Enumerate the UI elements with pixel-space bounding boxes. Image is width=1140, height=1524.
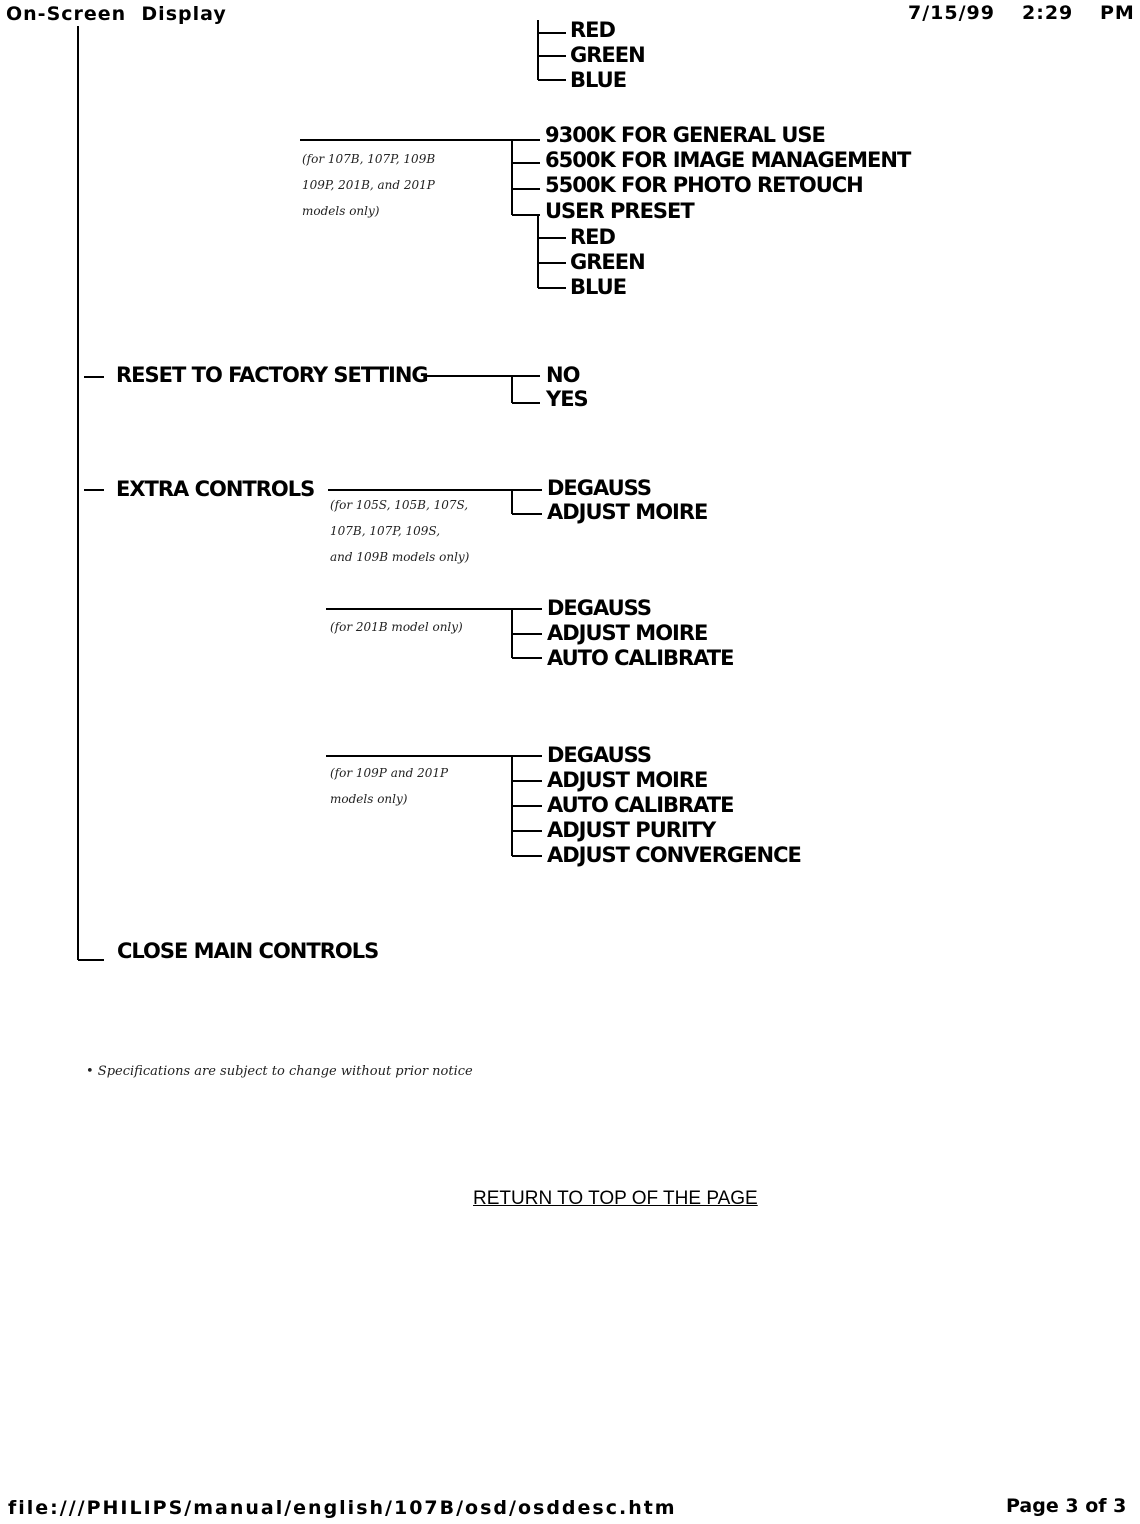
group-a-degauss: DEGAUSS — [547, 476, 651, 500]
color-temp-6500k: 6500K FOR IMAGE MANAGEMENT — [545, 148, 911, 172]
group-c-auto-calibrate: AUTO CALIBRATE — [547, 793, 734, 817]
group-b-auto-calibrate: AUTO CALIBRATE — [547, 646, 734, 670]
header-date: 7/15/99 — [908, 2, 995, 24]
rgb-red-top: RED — [570, 18, 615, 42]
close-main-controls: CLOSE MAIN CONTROLS — [117, 939, 379, 963]
footer-page-number: Page 3 of 3 — [1006, 1495, 1127, 1517]
specifications-footnote: • Specifications are subject to change without prior notice — [86, 1064, 473, 1079]
return-to-top-link[interactable]: RETURN TO TOP OF THE PAGE — [473, 1188, 758, 1209]
user-preset-red: RED — [570, 225, 615, 249]
group-c-adjust-purity: ADJUST PURITY — [547, 818, 716, 842]
user-preset-blue: BLUE — [570, 275, 627, 299]
extra-controls-label: EXTRA CONTROLS — [116, 477, 315, 501]
user-preset-green: GREEN — [570, 250, 645, 274]
color-temp-user-preset: USER PRESET — [545, 199, 694, 223]
rgb-green-top: GREEN — [570, 43, 645, 67]
extra-group-a-note: (for 105S, 105B, 107S, 107B, 107P, 109S, and 109B models only) — [330, 498, 470, 564]
color-temp-5500k: 5500K FOR PHOTO RETOUCH — [545, 173, 863, 197]
header-time: 2:29 — [1022, 2, 1074, 24]
extra-group-c-note: (for 109P and 201P models only) — [330, 766, 449, 806]
header-ampm: PM — [1100, 2, 1135, 24]
group-c-adjust-moire: ADJUST MOIRE — [547, 768, 708, 792]
page-title: On-Screen Display — [6, 3, 227, 25]
group-c-degauss: DEGAUSS — [547, 743, 651, 767]
rgb-blue-top: BLUE — [570, 68, 627, 92]
group-c-adjust-convergence: ADJUST CONVERGENCE — [547, 843, 801, 867]
extra-group-b-note: (for 201B model only) — [330, 620, 463, 634]
group-b-degauss: DEGAUSS — [547, 596, 651, 620]
color-temp-9300k: 9300K FOR GENERAL USE — [545, 123, 825, 147]
footer-file-path: file:///PHILIPS/manual/english/107B/osd/osddesc.htm — [8, 1497, 677, 1519]
group-b-adjust-moire: ADJUST MOIRE — [547, 621, 708, 645]
reset-yes: YES — [546, 387, 588, 411]
group-a-adjust-moire: ADJUST MOIRE — [547, 500, 708, 524]
reset-factory-label: RESET TO FACTORY SETTING — [116, 363, 428, 387]
reset-no: NO — [546, 363, 580, 387]
color-temp-note: (for 107B, 107P, 109B 109P, 201B, and 201P models only) — [302, 152, 436, 218]
